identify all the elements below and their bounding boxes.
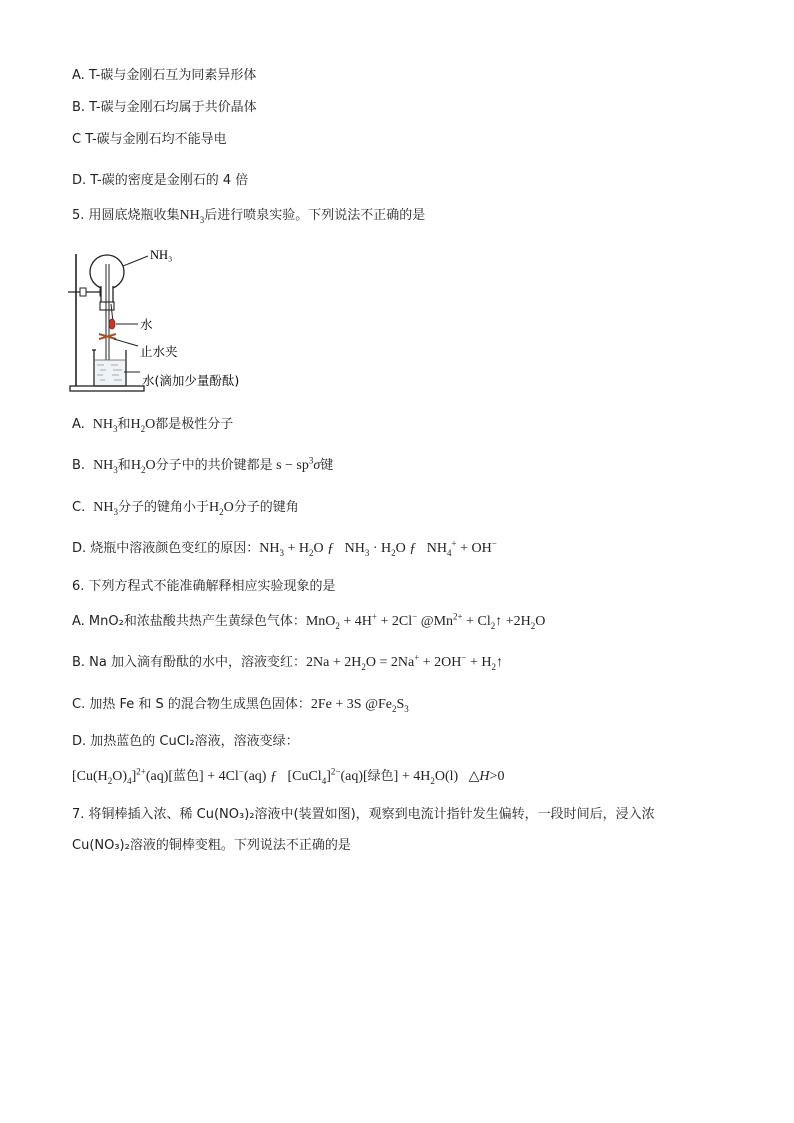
label-clamp: 止水夹: [140, 344, 178, 359]
q4-option-d: D. T-碳的密度是金刚石的 4 倍: [72, 173, 249, 188]
q4-option-c: C T-碳与金刚石均不能导电: [72, 132, 227, 147]
q4-option-a: A. T-碳与金刚石互为同素异形体: [72, 68, 257, 83]
q5-option-c: C. $NH_3$分子的键角小于$H_2O$分子的键角: [72, 500, 299, 517]
label-nh3: NH₃: [150, 248, 173, 262]
q5-stem: 5. 用圆底烧瓶收集$NH_3$后进行喷泉实验。下列说法不正确的是: [72, 208, 426, 225]
q5-stem-post: 后进行喷泉实验。下列说法不正确的是: [204, 208, 426, 223]
label-water: 水: [140, 317, 153, 332]
q5-option-d: D. 烧瓶中溶液颜色变红的原因：$NH_3 + H_2O$ ƒ $NH_3 \cdot H_2O$ ƒ $NH_4^+ + OH^-$: [72, 538, 497, 558]
label-beaker: 水(滴加少量酚酞): [142, 373, 240, 388]
q5-option-a: A. $NH_3$和$H_2O$都是极性分子: [72, 417, 234, 434]
q7-stem-line1: 7. 将铜棒插入浓、稀 Cu(NO₃)₂溶液中(装置如图)，观察到电流计指针发生偏转，一段时间后，浸入浓: [72, 807, 655, 822]
q4-option-b: B. T-碳与金刚石均属于共价晶体: [72, 100, 257, 115]
q6-option-a: A. MnO₂和浓盐酸共热产生黄绿色气体：MnO$_2$ + 4H+ + 2Cl− $@Mn^{2+}$ + $Cl_2↑ +2H_2O$: [72, 611, 546, 631]
q5-option-b: B. $NH_3$和$H_2O$分子中的共价键都是 $s - sp^3\sigma$键: [72, 455, 334, 475]
q6-stem: 6. 下列方程式不能准确解释相应实验现象的是: [72, 579, 336, 594]
q7-stem-line2: Cu(NO₃)₂溶液的铜棒变粗。下列说法不正确的是: [72, 838, 351, 853]
q6-option-d-equation: $[Cu(H_2O)_4]^{2+}(aq)$[蓝色] + 4Cl−(aq) ƒ [CuCl$_4$]$^{2-}$(aq)[绿色] + $4H_2O(l)$ △H>0: [72, 766, 505, 786]
q5-stem-pre: 5. 用圆底烧瓶收集: [72, 208, 180, 223]
q6-option-c: C. 加热 Fe 和 S 的混合物生成黑色固体：2Fe + 3S $@Fe_2S_3$: [72, 697, 409, 714]
fountain-apparatus-diagram: [66, 236, 286, 398]
q6-option-b: B. Na 加入滴有酚酞的水中，溶液变红：$2Na + 2H_2O = 2Na^+ + 2OH^-$ + $H_2↑$: [72, 652, 503, 672]
q6-option-d: D. 加热蓝色的 CuCl₂溶液，溶液变绿：: [72, 734, 299, 749]
